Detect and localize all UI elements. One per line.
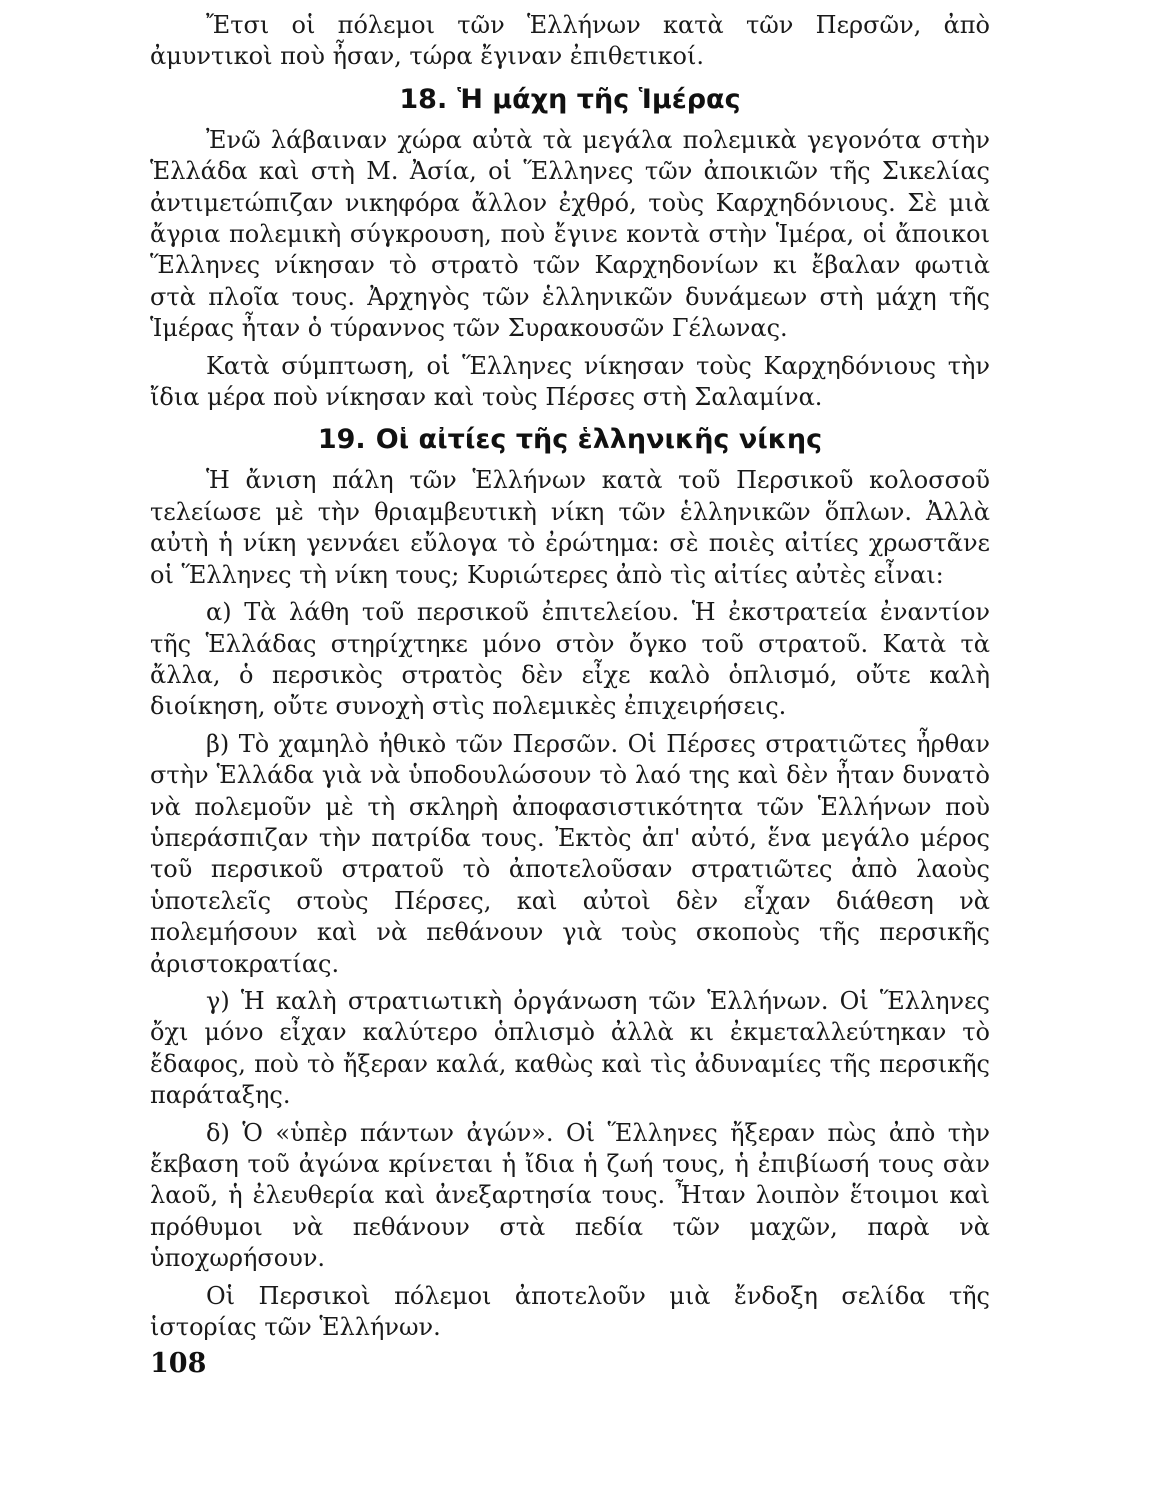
- section-19-number: 19.: [317, 424, 366, 456]
- section-18-paragraph-2: Κατὰ σύμπτωση, οἱ Ἕλληνες νίκησαν τοὺς Καρχηδόνιους τὴν ἴδια μέρα ποὺ νίκησαν καὶ τοὺς Πέρσες στὴ Σαλαμίνα.: [150, 351, 990, 412]
- section-19-conclusion: Οἱ Περσικοὶ πόλεμοι ἀποτελοῦν μιὰ ἔνδοξη σελίδα τῆς ἱστορίας τῶν Ἑλλήνων.: [150, 1281, 990, 1342]
- page-number: 108: [150, 1348, 207, 1379]
- section-18-paragraph-1: Ἐνῶ λάβαιναν χώρα αὐτὰ τὰ μεγάλα πολεμικὰ γεγονότα στὴν Ἑλλάδα καὶ στὴ Μ. Ἀσία, οἱ Ἕλληνες τῶν ἀποικιῶν τῆς Σικελίας ἀντιμετώπιζαν νικηφόρα ἄλλον ἐχθρό, τοὺς Καρχηδόνιους. Σὲ μιὰ ἄγρια πολεμικὴ σύγκρουση, ποὺ ἔγινε κοντὰ στὴν Ἱμέρα, οἱ ἄποικοι Ἕλληνες νίκησαν τὸ στρατὸ τῶν Καρχηδονίων κι ἔβαλαν φωτιὰ στὰ πλοῖα τους. Ἀρχηγὸς τῶν ἑλληνικῶν δυνάμεων στὴ μάχη τῆς Ἱμέρας ἦταν ὁ τύραννος τῶν Συρακουσῶν Γέλωνας.: [150, 125, 990, 343]
- section-18-title: Ἡ μάχη τῆς Ἱμέρας: [457, 83, 741, 115]
- section-19-intro: Ἡ ἄνιση πάλη τῶν Ἑλλήνων κατὰ τοῦ Περσικοῦ κολοσσοῦ τελείωσε μὲ τὴν θριαμβευτικὴ νίκη τῶν ἑλληνικῶν ὅπλων. Ἀλλὰ αὐτὴ ἡ νίκη γεννάει εὔλογα τὸ ἐρώτημα: σὲ ποιὲς αἰτίες χρωστᾶνε οἱ Ἕλληνες τὴ νίκη τους; Κυριώτερες ἀπὸ τὶς αἰτίες αὐτὲς εἶναι:: [150, 466, 990, 589]
- cause-item-b: β) Τὸ χαμηλὸ ἠθικὸ τῶν Περσῶν. Οἱ Πέρσες στρατιῶτες ἦρθαν στὴν Ἑλλάδα γιὰ νὰ ὑποδουλώσουν τὸ λαό της καὶ δὲν ἦταν δυνατὸ νὰ πολεμοῦν μὲ τὴ σκληρὴ ἀποφασιστικότητα τῶν Ἑλλήνων ποὺ ὑπεράσπιζαν τὴν πατρίδα τους. Ἐκτὸς ἀπ' αὐτό, ἕνα μεγάλο μέρος τοῦ περσικοῦ στρατοῦ τὸ ἀποτελοῦσαν στρατιῶτες ἀπὸ λαοὺς ὑποτελεῖς στοὺς Πέρσες, καὶ αὐτοὶ δὲν εἶχαν διάθεση νὰ πολεμήσουν καὶ νὰ πεθάνουν γιὰ τοὺς σκοποὺς τῆς περσικῆς ἀριστοκρατίας.: [150, 729, 990, 978]
- cause-item-d: δ) Ὁ «ὑπὲρ πάντων ἀγών». Οἱ Ἕλληνες ἤξεραν πὼς ἀπὸ τὴν ἔκβαση τοῦ ἀγώνα κρίνεται ἡ ἴδια ἡ ζωή τους, ἡ ἐπιβίωσή τους σὰν λαοῦ, ἡ ἐλευθερία καὶ ἀνεξαρτησία τους. Ἦταν λοιπὸν ἕτοιμοι καὶ πρόθυμοι νὰ πεθάνουν στὰ πεδία τῶν μαχῶν, παρὰ νὰ ὑποχωρήσουν.: [150, 1118, 990, 1273]
- intro-paragraph: Ἔτσι οἱ πόλεμοι τῶν Ἑλλήνων κατὰ τῶν Περσῶν, ἀπὸ ἀμυντικοὶ ποὺ ἦσαν, τώρα ἔγιναν ἐπιθετικοί.: [150, 11, 990, 71]
- section-18-heading: [150, 83, 990, 117]
- section-18-number: 18.: [399, 83, 448, 115]
- cause-item-a: α) Τὰ λάθη τοῦ περσικοῦ ἐπιτελείου. Ἡ ἐκστρατεία ἐναντίον τῆς Ἑλλάδας στηρίχτηκε μόνο στὸν ὄγκο τοῦ στρατοῦ. Κατὰ τὰ ἄλλα, ὁ περσικὸς στρατὸς δὲν εἶχε καλὸ ὁπλισμό, οὔτε καλὴ διοίκηση, οὔτε συνοχὴ στὶς πολεμικὲς ἐπιχειρήσεις.: [150, 598, 990, 721]
- page-body: [150, 10, 990, 1343]
- cause-item-c: γ) Ἡ καλὴ στρατιωτικὴ ὀργάνωση τῶν Ἑλλήνων. Οἱ Ἕλληνες ὄχι μόνο εἶχαν καλύτερο ὁπλισμὸ ἀλλὰ κι ἐκμεταλλεύτηκαν τὸ ἔδαφος, ποὺ τὸ ἤξεραν καλά, καθὼς καὶ τὶς ἀδυναμίες τῆς περσικῆς παράταξης.: [150, 986, 990, 1110]
- section-19-title: Οἱ αἰτίες τῆς ἑλληνικῆς νίκης: [375, 424, 823, 456]
- section-19-heading: [150, 423, 990, 457]
